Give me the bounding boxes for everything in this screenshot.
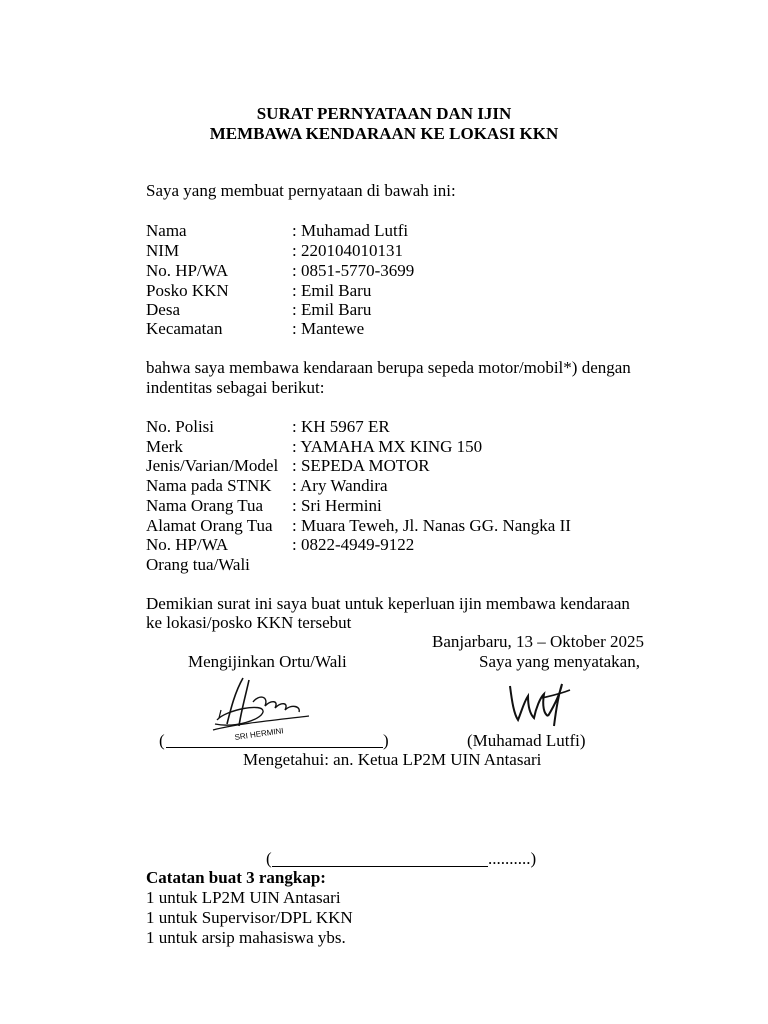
vehicle-row: Merk : YAMAHA MX KING 150 [146,437,483,456]
vehicle-row: Nama pada STNK : Ary Wandira [146,476,388,495]
left-sig-heading: Mengijinkan Ortu/Wali [188,652,347,671]
left-sig-line [166,747,383,748]
vehicle-row: No. Polisi : KH 5967 ER [146,417,390,436]
notes-item: 1 untuk LP2M UIN Antasari [146,888,341,907]
notes-heading: Catatan buat 3 rangkap: [146,868,326,887]
vehicle-row: Jenis/Varian/Model : SEPEDA MOTOR [146,456,430,475]
person-row: NIM : 220104010131 [146,241,403,260]
student-signature-icon [504,676,574,732]
parent-signature-icon [205,672,315,748]
title-line-2: MEMBAWA KENDARAAN KE LOKASI KKN [209,124,559,143]
place-date: Banjarbaru, 13 – Oktober 2025 [432,632,644,651]
vehicle-row: Alamat Orang Tua : Muara Teweh, Jl. Nanas GG. Nangka II [146,516,571,535]
vehicle-row: No. HP/WA : 0822-4949-9122 [146,535,415,554]
person-row: Nama : Muhamad Lutfi [146,221,409,240]
bottom-sig-line [272,866,488,867]
mengetahui-text: Mengetahui: an. Ketua LP2M UIN Antasari [243,750,542,769]
student-name: (Muhamad Lutfi) [467,731,586,750]
person-row: Kecamatan : Mantewe [146,319,365,338]
closing-line-2: ke lokasi/posko KKN tersebut [146,613,352,632]
left-sig-open: ( [159,731,165,750]
vehicle-row: Orang tua/Wali [146,555,250,574]
left-sig-close: ) [383,731,389,750]
statement-line-2: indentitas sebagai berikut: [146,378,325,397]
vehicle-row: Nama Orang Tua : Sri Hermini [146,496,382,515]
parent-signature-text: SRI HERMINI [234,726,285,742]
bottom-sig-open: ( [266,849,272,868]
notes-item: 1 untuk arsip mahasiswa ybs. [146,928,346,947]
person-row: No. HP/WA : 0851-5770-3699 [146,261,415,280]
right-sig-heading: Saya yang menyatakan, [479,652,640,671]
person-row: Posko KKN : Emil Baru [146,281,372,300]
notes-item: 1 untuk Supervisor/DPL KKN [146,908,353,927]
person-row: Desa : Emil Baru [146,300,372,319]
intro-text: Saya yang membuat pernyataan di bawah ini: [146,181,456,200]
closing-line-1: Demikian surat ini saya buat untuk keperluan ijin membawa kendaraan [146,594,630,613]
statement-line-1: bahwa saya membawa kendaraan berupa sepeda motor/mobil*) dengan [146,358,631,377]
title-line-1: SURAT PERNYATAAN DAN IJIN [256,104,512,123]
bottom-sig-dots: ..........) [488,849,537,868]
